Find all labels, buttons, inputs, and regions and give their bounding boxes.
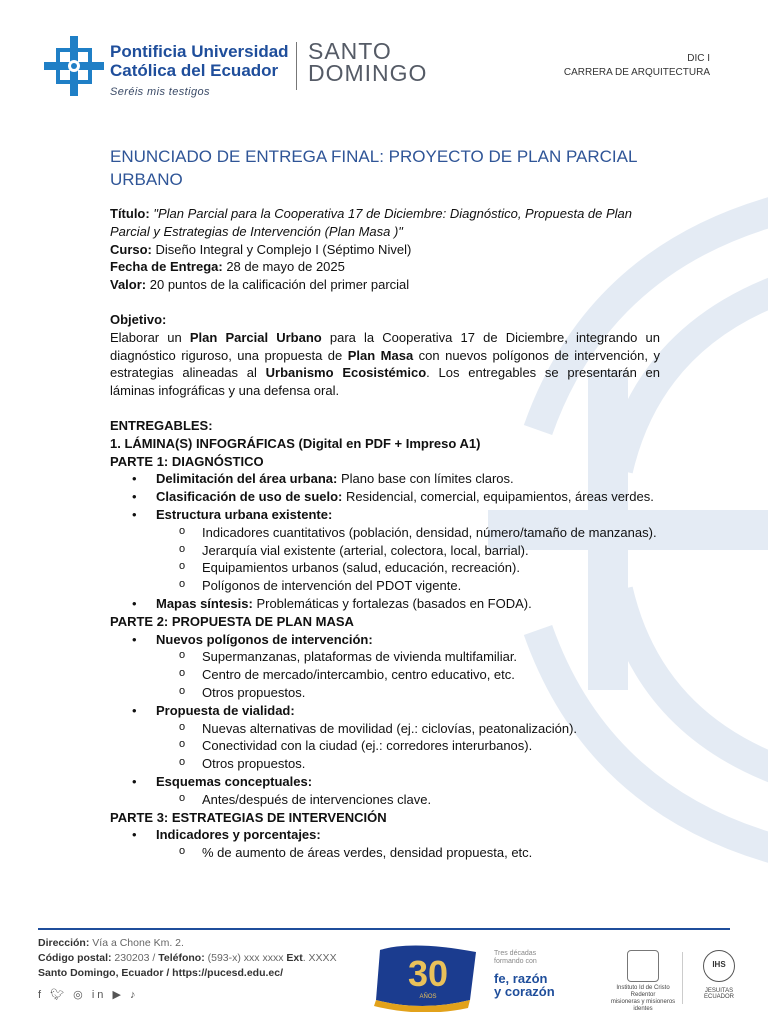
twitter-icon[interactable]: 🐦︎ — [50, 989, 68, 1001]
university-name-line1: Pontificia Universidad — [110, 42, 289, 61]
youtube-icon[interactable]: ▶ — [112, 989, 124, 1001]
parte2-list — [110, 631, 660, 809]
document-title: ENUNCIADO DE ENTREGA FINAL: PROYECTO DE PLAN PARCIAL URBANO — [110, 147, 637, 189]
university-motto: Seréis mis testigos — [110, 86, 210, 98]
sub-list-item: o Otros propuestos. — [177, 755, 660, 773]
campus-name: SANTO DOMINGO — [308, 38, 428, 86]
parte3-list — [110, 826, 660, 862]
instituto-logo: Instituto Id de Cristo Redentor misioneras y misioneros identes — [608, 950, 678, 1013]
list-item: • Nuevos polígonos de intervención: o Supermanzanas, plataformas de vivienda multifamiliar. o Centro de mercado/intercambio, centro educativo, etc. o Otros propuestos. — [130, 631, 660, 702]
parte3-heading: PARTE 3: ESTRATEGIAS DE INTERVENCIÓN — [110, 809, 387, 825]
sub-list — [156, 648, 660, 701]
badge-number: 30 — [407, 953, 449, 994]
page-footer — [0, 922, 768, 1024]
jesuitas-seal-icon — [703, 950, 735, 982]
facebook-icon[interactable]: f — [38, 989, 45, 1001]
list-item: • Mapas síntesis: Problemáticas y fortalezas (basados en FODA). — [130, 595, 660, 613]
meta-valor: Valor: 20 puntos de la calificación del primer parcial — [110, 277, 410, 293]
badge-sub: AÑOS — [419, 994, 437, 1000]
sub-list — [156, 791, 660, 809]
lamina-heading: 1. LÁMINA(S) INFOGRÁFICAS (Digital en PDF + Impreso A1) — [110, 435, 481, 451]
instagram-icon[interactable]: ◎ — [73, 989, 86, 1001]
university-name-line2: Católica del Ecuador — [110, 61, 279, 80]
footer-address: Dirección: Vía a Chone Km. 2. Código postal: 230203 / Teléfono: (593-x) xxx xxxx Ext. XXXX Santo Domingo, Ecuador / https://pucesd.edu.ec/ — [38, 937, 337, 979]
puce-cross-logo-icon — [42, 34, 106, 98]
list-item: • Estructura urbana existente: o Indicadores cuantitativos (población, densidad, número/tamaño de manzanas). o Jerarquía vial existente (arterial, colectora, local, barrial). o Equipamientos urbanos (salud, educación, recreación). o Polígonos de intervención del PDOT vigente. — [130, 506, 660, 595]
linkedin-icon[interactable]: in — [91, 989, 107, 1001]
university-name — [110, 42, 289, 102]
sub-list-item: o Conectividad con la ciudad (ej.: corredores interurbanos). — [177, 737, 660, 755]
footer-logo-divider — [682, 952, 683, 1004]
jesuitas-logo: IHS JESUITAS ECUADOR — [690, 950, 748, 1000]
objetivo-heading: Objetivo: — [110, 311, 167, 327]
footer-divider — [38, 928, 730, 930]
sub-list-item: o Equipamientos urbanos (salud, educación, recreación). — [177, 559, 660, 577]
sub-list-item: o Indicadores cuantitativos (población, densidad, número/tamaño de manzanas). — [177, 524, 660, 542]
document-body — [110, 145, 660, 862]
parte1-list — [110, 470, 660, 612]
tiktok-icon[interactable]: ♪ — [129, 989, 139, 1001]
anniversary-30-badge-icon — [372, 940, 484, 1012]
sub-list — [156, 524, 660, 595]
sub-list-item: o Supermanzanas, plataformas de vivienda multifamiliar. — [177, 648, 660, 666]
sub-list-item: o Jerarquía vial existente (arterial, colectora, local, barrial). — [177, 542, 660, 560]
list-item: • Clasificación de uso de suelo: Residencial, comercial, equipamientos, áreas verdes. — [130, 488, 660, 506]
sub-list — [156, 844, 660, 862]
sub-list-item: o Centro de mercado/intercambio, centro educativo, etc. — [177, 666, 660, 684]
parte2-heading: PARTE 2: PROPUESTA DE PLAN MASA — [110, 613, 354, 629]
meta-fecha: Fecha de Entrega: 28 de mayo de 2025 — [110, 259, 345, 275]
list-item: • Delimitación del área urbana: Plano base con límites claros. — [130, 470, 660, 488]
sub-list — [156, 720, 660, 773]
sub-list-item: o Polígonos de intervención del PDOT vigente. — [177, 577, 660, 595]
list-item: • Propuesta de vialidad: o Nuevas alternativas de movilidad (ej.: ciclovías, peatonalización). o Conectividad con la ciudad (ej.: corredores interurbanos). o Otros propuestos. — [130, 702, 660, 773]
department-name: CARRERA DE ARQUITECTURA — [563, 67, 710, 78]
sub-list-item: o Nuevas alternativas de movilidad (ej.: ciclovías, peatonalización). — [177, 720, 660, 738]
department-code: DIC I — [687, 53, 710, 64]
sub-list-item: o Otros propuestos. — [177, 684, 660, 702]
sub-list-item: o Antes/después de intervenciones clave. — [177, 791, 660, 809]
sub-list-item: o % de aumento de áreas verdes, densidad propuesta, etc. — [177, 844, 660, 862]
list-item: • Esquemas conceptuales: o Antes/después de intervenciones clave. — [130, 773, 660, 809]
list-item: • Indicadores y porcentajes: o % de aumento de áreas verdes, densidad propuesta, etc. — [130, 826, 660, 862]
page-header — [0, 0, 768, 110]
objetivo-text: Elaborar un Plan Parcial Urbano para la Cooperativa 17 de Diciembre, integrando un diagnóstico riguroso, una propuesta de Plan Masa con nuevos polígonos de intervención, y estrategias alineadas al Urbanismo Ecosistémico. Los entregables se presentarán en láminas infográficas y una defensa oral. — [110, 329, 661, 399]
footer-website[interactable]: Santo Domingo, Ecuador / https://pucesd.edu.ec/ — [38, 967, 284, 979]
social-links — [38, 988, 138, 1001]
entregables-heading: ENTREGABLES: — [110, 417, 213, 433]
department-info — [564, 52, 710, 80]
badge-tagline: Tres décadas formando con — [494, 950, 537, 965]
parte1-heading: PARTE 1: DIAGNÓSTICO — [110, 453, 264, 469]
meta-titulo: Título: "Plan Parcial para la Cooperativa 17 de Diciembre: Diagnóstico, Propuesta de Plan Parcial y Estrategias de Intervención (Plan Masa )" — [110, 206, 633, 239]
instituto-crest-icon — [627, 950, 659, 982]
badge-slogan: fe, razón y corazón — [494, 971, 555, 999]
header-divider — [296, 42, 297, 90]
meta-curso: Curso: Diseño Integral y Complejo I (Séptimo Nivel) — [110, 241, 412, 257]
